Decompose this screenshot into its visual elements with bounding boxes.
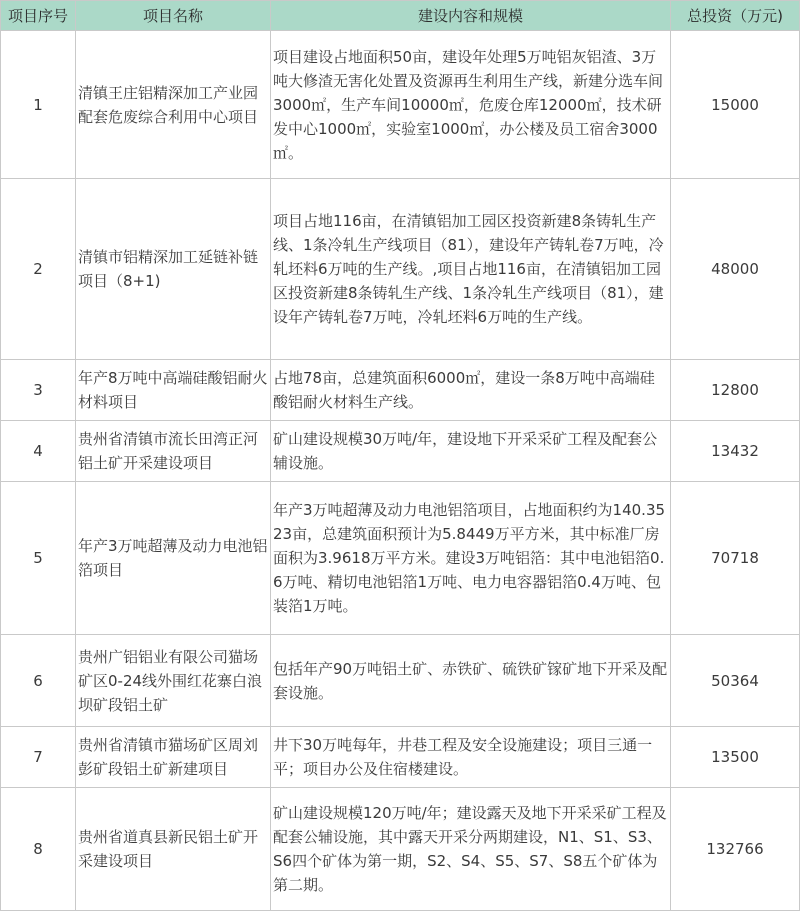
project-no-cell: 6 — [1, 635, 76, 727]
construction-content-cell: 井下30万吨每年，井巷工程及安全设施建设；项目三通一平；项目办公及住宿楼建设。 — [271, 727, 671, 788]
construction-content-cell: 矿山建设规模30万吨/年，建设地下开采采矿工程及配套公辅设施。 — [271, 421, 671, 482]
project-no-cell: 4 — [1, 421, 76, 482]
total-investment-cell: 70718 — [671, 482, 800, 635]
table-row — [1, 31, 800, 179]
table-row — [1, 360, 800, 421]
project-name-cell: 贵州广铝铝业有限公司猫场矿区0-24线外围红花寨白浪坝矿段铝土矿 — [76, 635, 271, 727]
header-construction-content: 建设内容和规模 — [271, 1, 671, 31]
total-investment-cell: 132766 — [671, 788, 800, 911]
construction-content-cell: 年产3万吨超薄及动力电池铝箔项目，占地面积约为140.3523亩，总建筑面积预计为5.8449万平方米，其中标准厂房面积为3.9618万平方米。建设3万吨铝箔：其中电池铝箔0.6万吨、精切电池铝箔1万吨、电力电容器铝箔0.4万吨、包装箔1万吨。 — [271, 482, 671, 635]
project-no-cell: 3 — [1, 360, 76, 421]
project-no-cell: 5 — [1, 482, 76, 635]
table-row — [1, 421, 800, 482]
table-row — [1, 179, 800, 360]
project-name-cell: 年产3万吨超薄及动力电池铝箔项目 — [76, 482, 271, 635]
total-investment-cell: 48000 — [671, 179, 800, 360]
total-investment-cell: 13432 — [671, 421, 800, 482]
table-row — [1, 788, 800, 911]
project-name-cell: 贵州省清镇市流长田湾正河铝土矿开采建设项目 — [76, 421, 271, 482]
construction-content-cell: 占地78亩，总建筑面积6000㎡，建设一条8万吨中高端硅酸铝耐火材料生产线。 — [271, 360, 671, 421]
total-investment-cell: 13500 — [671, 727, 800, 788]
project-name-cell: 清镇王庄铝精深加工产业园配套危废综合利用中心项目 — [76, 31, 271, 179]
table-row — [1, 482, 800, 635]
header-total-investment: 总投资（万元) — [671, 1, 800, 31]
table-row — [1, 727, 800, 788]
header-project-name: 项目名称 — [76, 1, 271, 31]
table-header-row — [1, 1, 800, 31]
project-name-cell: 清镇市铝精深加工延链补链项目（8+1) — [76, 179, 271, 360]
project-name-cell: 贵州省清镇市猫场矿区周刘彭矿段铝土矿新建项目 — [76, 727, 271, 788]
header-project-no: 项目序号 — [1, 1, 76, 31]
construction-content-cell: 项目占地116亩，在清镇铝加工园区投资新建8条铸轧生产线、1条冷轧生产线项目（81），建设年产铸轧卷7万吨，冷轧坯料6万吨的生产线。,项目占地116亩，在清镇铝加工园区投资新建8条铸轧生产线、1条冷轧生产线项目（81），建设年产铸轧卷7万吨，冷轧坯料6万吨的生产线。 — [271, 179, 671, 360]
construction-content-cell: 项目建设占地面积50亩，建设年处理5万吨铝灰铝渣、3万吨大修渣无害化处置及资源再生利用生产线，新建分选车间3000㎡，生产车间10000㎡，危废仓库12000㎡，技术研发中心1000㎡，实验室1000㎡，办公楼及员工宿舍3000㎡。 — [271, 31, 671, 179]
project-name-cell: 年产8万吨中高端硅酸铝耐火材料项目 — [76, 360, 271, 421]
construction-content-cell: 包括年产90万吨铝土矿、赤铁矿、硫铁矿镓矿地下开采及配套设施。 — [271, 635, 671, 727]
project-no-cell: 2 — [1, 179, 76, 360]
project-no-cell: 8 — [1, 788, 76, 911]
construction-content-cell: 矿山建设规模120万吨/年；建设露天及地下开采采矿工程及配套公辅设施，其中露天开采分两期建设，N1、S1、S3、S6四个矿体为第一期，S2、S4、S5、S7、S8五个矿体为第二期。 — [271, 788, 671, 911]
total-investment-cell: 50364 — [671, 635, 800, 727]
project-no-cell: 1 — [1, 31, 76, 179]
total-investment-cell: 12800 — [671, 360, 800, 421]
table-row — [1, 635, 800, 727]
project-name-cell: 贵州省道真县新民铝土矿开采建设项目 — [76, 788, 271, 911]
project-no-cell: 7 — [1, 727, 76, 788]
total-investment-cell: 15000 — [671, 31, 800, 179]
